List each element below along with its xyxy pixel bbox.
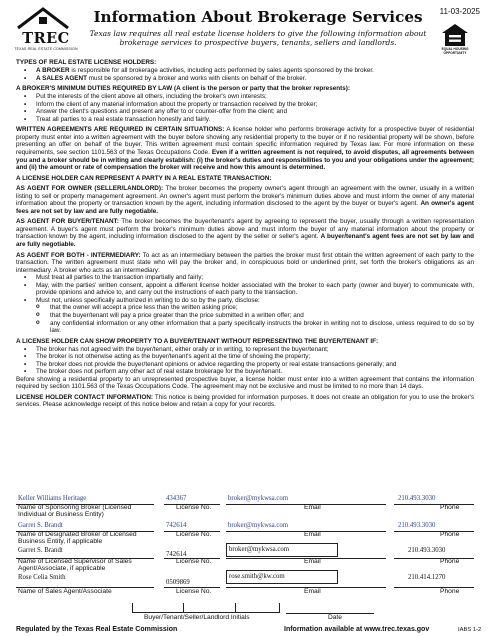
list-item: • A BROKER is responsible for all brokerage activities, including acts performed by sales agents sponsored by the broker. [16,67,474,75]
designated-broker-name[interactable]: Garret S. Brandt [18,522,63,529]
supervisor-license[interactable]: 742614 [166,551,187,558]
contact-info-paragraph: LICENSE HOLDER CONTACT INFORMATION: This notice is being provided for information purposes. It does not create an obligation for you to use the broker's services. Please acknowledge receipt of this notice below and retain a copy for your records. [16,393,474,409]
section-heading: A BROKER'S MINIMUM DUTIES REQUIRED BY LAW (A client is the person or party that the broker represents): [16,85,351,93]
supervisor-email: broker@mykwsa.com [229,546,290,553]
section-heading: TYPES OF REAL ESTATE LICENSE HOLDERS: [16,59,157,66]
minimum-duties-list [16,93,474,123]
date-label: Date [328,614,342,621]
footer-regulated: Regulated by the Texas Real Estate Commission [16,626,178,633]
section-heading: A LICENSE HOLDER CAN REPRESENT A PARTY IN A REAL ESTATE TRANSACTION: [16,174,272,182]
field-label: Email [304,588,321,595]
field-label: Phone [440,504,460,511]
field-label: License No. [176,504,212,511]
supervisor-phone[interactable]: 210.493.3030 [408,547,446,554]
list-item: • The broker does not provide the buyer/tenant opinions or advice regarding the property or real estate transactions generally; and [16,361,474,369]
row-rule [394,587,474,588]
page-subtitle: Texas law requires all real estate license holders to give the following information about brokerage services to prospective buyers, tenants, sellers and landlords. [89,29,427,48]
supervisor-email-field[interactable] [226,543,338,557]
field-label: Phone [440,558,460,565]
sales-agent-license[interactable]: 0509869 [166,579,190,586]
initials-box-3[interactable] [236,603,280,613]
field-label: License No. [176,588,212,595]
list-item: • The broker has not agreed with the buyer/tenant, either orally or in writing, to represent the buyer/tenant; [16,346,474,354]
disclosure-sublist [16,304,474,334]
sublist-item: o any confidential information or any other information that a party specifically instructs the broker in writing not to disclose, unless required to do so by law. [16,320,474,335]
supervisor-name[interactable]: Garret S. Brandt [18,547,63,554]
agent-for-buyer-paragraph: AS AGENT FOR BUYER/TENANT: The broker becomes the buyer/tenant's agent by agreeing to represent the buyer, usually through a written representation agreement. A buyer's agent must perform the broker's minimum duties above and must inform the buyer of any material information about the property or transaction known by the agent, including information disclosed to the agent by the seller or seller's agent. A buyer/tenant's agent fees are not set by law and are fully negotiable. [16,218,474,249]
field-label: Name of Licensed Supervisor of Sales Agent/Associate, if applicable [18,558,132,572]
sponsoring-broker-name[interactable]: Keller Williams Heritage [18,495,87,502]
logo-subtitle: TEXAS REAL ESTATE COMMISSION [14,47,78,51]
designated-broker-email[interactable]: broker@mykwsa.com [228,522,289,529]
page-title: Information About Brokerage Services [93,8,423,26]
field-label: License No. [176,558,212,565]
license-types-list [16,67,474,82]
footer-info-link[interactable]: Information available at www.trec.texas.gov [284,626,430,633]
list-item: • The broker does not perform any other act of real estate brokerage for the buyer/tenant. [16,368,474,376]
list-item: • Must not, unless specifically authorized in writing to do so by the party, disclose: o that the owner will accept a price less than the written asking price; o that the buyer/tenant will pay a price greater than the price submitted in a written offer; and o any confidential information or any other information that a party specifically instructs the broker in writing not to disclose, unless required to do so by law. [16,297,474,335]
sales-agent-phone[interactable]: 210.414.1270 [408,574,446,581]
equal-housing-label: EQUAL HOUSING OPPORTUNITY [441,47,469,55]
field-label: License No. [176,531,212,538]
list-item: • A SALES AGENT must be sponsored by a broker and works with clients on behalf of the broker. [16,75,474,83]
sublist-item: o that the owner will accept a price less than the written asking price; [16,304,474,312]
sales-agent-email-field[interactable] [226,570,338,584]
initials-box-2[interactable] [184,603,236,613]
field-label: Phone [440,531,460,538]
trec-logo [12,6,78,58]
list-item: • May, with the parties' written consent, appoint a different license holder associated with the broker to each party (owner and buyer) to communicate with, provide opinions and advice to, and carry out the instructions of each party to the transaction. [16,282,474,297]
initials-label: Buyer/Tenant/Seller/Landlord Initials [144,614,250,621]
list-item: • The broker is not otherwise acting as the buyer/tenant's agent at the time of showing the property; [16,353,474,361]
unrepresented-buyer-paragraph: Before showing a residential property to an unrepresented prospective buyer, a license holder must enter into a written agreement that contains the information required by section 1101.563 of the Texas Occupations Code. The agreement may not be exclusive and must be limited to no more than 14 days. [16,375,474,391]
field-label: Email [304,558,321,565]
intermediary-paragraph: AS AGENT FOR BOTH - INTERMEDIARY: To act as an intermediary between the parties the broker must first obtain the written agreement of each party to the transaction. The written agreement must state who will pay the broker and, in conspicuous bold or underlined print, set forth the broker's obligations as an intermediary. A broker who acts as an intermediary: [16,251,474,274]
field-label: Name of Designated Broker of Licensed Business Entity, if applicable [18,531,137,545]
notice-body [16,59,474,412]
row-rule [394,504,474,505]
list-item: • Put the interests of the client above all others, including the broker's own interests; [16,93,474,101]
row-rule [394,531,474,532]
sponsoring-broker-phone[interactable]: 210.493.3030 [398,495,436,502]
row-rule [394,558,474,559]
form-number: IABS 1-2 [458,627,482,633]
sales-agent-name[interactable]: Rose Celia Smith [18,574,66,581]
contact-table [16,495,474,603]
list-item: • Inform the client of any material information about the property or transaction received by the broker; [16,101,474,109]
sponsoring-broker-license[interactable]: 434367 [166,495,187,502]
initials-box-1[interactable] [132,603,184,613]
sublist-item: o that the buyer/tenant will pay a price greater than the price submitted in a written offer; and [16,312,474,320]
field-label: Email [304,531,321,538]
field-label: Name of Sponsoring Broker (Licensed Individual or Business Entity) [18,504,132,518]
house-roof-icon [12,6,74,32]
sales-agent-email: rose.smith@kw.com [229,573,285,580]
designated-broker-phone[interactable]: 210.493.3030 [398,522,436,529]
equal-housing-icon [440,22,470,48]
designated-broker-license[interactable]: 742614 [166,522,187,529]
list-item: • Answer the client's questions and present any offer to or counter-offer from the client; and [16,108,474,116]
show-property-list [16,346,474,376]
field-label: Phone [440,588,460,595]
section-heading: A LICENSE HOLDER CAN SHOW PROPERTY TO A BUYER/TENANT WITHOUT REPRESENTING THE BUYER/TENANT IF: [16,337,379,345]
field-label: Name of Sales Agent/Associate [18,588,112,595]
agent-for-owner-paragraph: AS AGENT FOR OWNER (SELLER/LANDLORD): The broker becomes the property owner's agent through an agreement with the owner, usually in a written listing to sell or property management agreement. An owner's agent must perform the broker's minimum duties above and must inform the owner of any material information about the property or transaction known by the agent, including information disclosed to the agent by the buyer or buyer's agent. An owner's agent fees are not set by law and are fully negotiable. [16,185,474,215]
sponsoring-broker-email[interactable]: broker@mykwsa.com [228,495,289,502]
intermediary-list [16,274,474,334]
list-item: • Treat all parties to a real estate transaction honestly and fairly. [16,116,474,124]
initials-row [0,603,488,625]
logo-wordmark: TREC [22,30,70,47]
written-agreements-paragraph: WRITTEN AGREEMENTS ARE REQUIRED IN CERTAIN SITUATIONS: A license holder who performs brokerage activity for a prospective buyer of residential property must enter into a written agreement with the buyer before showing any residential property to the buyer or if no residential property will be shown, before presenting an offer on behalf of the buyer. This written agreement must contain specific information required by Texas law. For more information on these requirements, see section 1101.563 of the Texas Occupations Code. Even if a written agreement is not required, to avoid disputes, all agreements between you and a broker should be in writing and clearly establish: (i) the broker's duties and responsibilities to you and your obligations under the agreement; and (ii) the amount or rate of compensation the broker will receive and how this amount is determined. [16,126,475,172]
field-label: Email [304,504,321,511]
form-date: 11-03-2025 [439,7,480,16]
list-item: • Must treat all parties to the transaction impartially and fairly; [16,274,474,282]
